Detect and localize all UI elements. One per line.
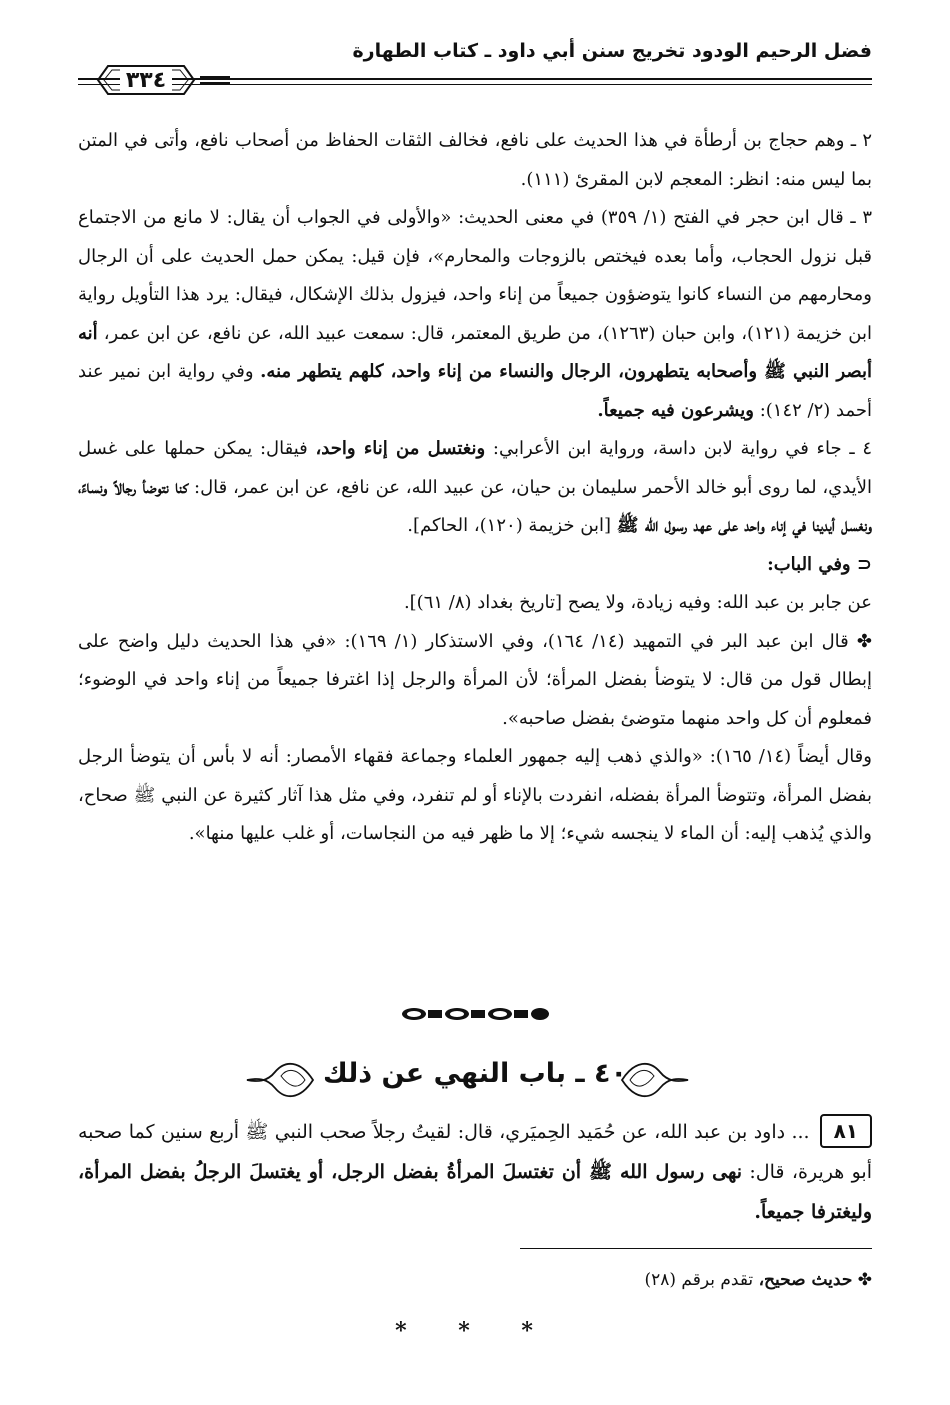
- header-dash-icon: [200, 73, 230, 87]
- footnote-rule: [520, 1248, 872, 1249]
- hadith-number: ٨١: [820, 1114, 872, 1148]
- hadith-grade: حديث صحيح،: [758, 1270, 853, 1290]
- footnote: [78, 1270, 872, 1290]
- section-ornament: [0, 1006, 950, 1025]
- ibn-abd-albarr-quote-1: ✤ قال ابن عبد البر في التمهيد (١٤/ ١٦٤)، وفي الاستذكار (١/ ١٦٩): «في هذا الحديث دليل واضح على إبطال قول من قال: لا يتوضأ بفضل المرأة؛ لأن المرأة والرجل إذا اغترفا جميعاً من إناء واحد في الوضوء؛ فمعلوم أن كل واحد منهما متوضئ بفضل صاحبه».: [78, 630, 873, 729]
- chapter-title: ٤٠ ـ باب النهي عن ذلك: [322, 1058, 628, 1089]
- ibn-abd-albarr-quote-2: وقال أيضاً (١٤/ ١٦٥): «والذي ذهب إليه جمهور العلماء وجماعة فقهاء الأمصار: أنه لا بأس أن يتوضأ الرجل بفضل المرأة، وتتوضأ المرأة بفضله، انفردت بالإناء أو لم تنفرد، وفي مثل هذا آثار كثيرة عن النبي ﷺ صحاح، والذي يُذهب إليه: أن الماء لا ينجسه شيء؛ إلا ما ظهر فيه من النجاسات، أو غلب عليها منها».: [78, 746, 872, 844]
- footnote-text: تقدم برقم (٢٨): [644, 1270, 754, 1290]
- hadith-text: ٨١... داود بن عبد الله، عن حُمَيد الحِميَري، قال: لقيتُ رجلاً صحب النبي ﷺ أربع سنين كما صحبه أبو هريرة، قال: نهى رسول الله ﷺ أن تغتسلَ المرأةُ بفضل الرجل، أو يغتسلَ الرجلُ بفضل المرأة، وليغترفا جميعاً.: [78, 1112, 872, 1232]
- page-number: ٣٣٤: [120, 68, 172, 93]
- note-3-quote: أنه أبصر النبي ﷺ وأصحابه يتطهرون، الرجال والنساء من إناء واحد، كلهم يتطهر منه.: [78, 322, 872, 382]
- right-flourish-icon: [620, 1058, 690, 1102]
- page-number-badge: [96, 64, 196, 96]
- bab-heading: ⊂ وفي الباب:: [767, 553, 872, 575]
- note-2: ٢ ـ وهم حجاج بن أرطأة في هذا الحديث على نافع، فخالف الثقات الحفاظ من أصحاب نافع، وأتى في المتن بما ليس منه: انظر: المعجم لابن المقرئ (١١١).: [78, 130, 872, 190]
- ornament-divider-icon: [400, 1007, 550, 1021]
- note-4: ٤ ـ جاء في رواية لابن داسة، ورواية ابن الأعرابي: ونغتسل من إناء واحد، فيقال: يمكن حملها على غسل الأيدي، لما روى أبو خالد الأحمر سليمان بن حيان، عن عبيد الله، عن نافع، عن ابن عمر، قال: كنا نتوضأ رجالاً ونساءً، ونغسل أيدينا في إناء واحد على عهد رسول الله ﷺ [ابن خزيمة (١٢٠)، الحاكم].: [78, 438, 872, 536]
- notes-body: [78, 122, 872, 854]
- flower-marker-icon: ✤: [856, 630, 873, 652]
- header-rule-thin: [78, 84, 872, 85]
- running-title: فضل الرحيم الودود تخريج سنن أبي داود ـ كتاب الطهارة: [352, 40, 872, 62]
- note-4-quote-2: كنا نتوضأ رجالاً ونساءً، ونغسل أيدينا في إناء واحد على عهد رسول الله ﷺ: [78, 476, 872, 536]
- note-3-quote-2: ويشرعون فيه جميعاً.: [597, 399, 754, 421]
- footnote-marker-icon: ✤: [857, 1270, 872, 1290]
- note-3: ٣ ـ قال ابن حجر في الفتح (١/ ٣٥٩) في معنى الحديث: «والأولى في الجواب أن يقال: لا مانع من الاجتماع قبل نزول الحجاب، وأما بعده فيختص بالزوجات والمحارم»، فإن قيل: يمكن حمل الحديث على أن الرجال ومحارمهم من النساء كانوا يتوضؤون جميعاً من إناء واحد، فيزول بذلك الإشكال، فيقال: يرد هذا التأويل رواية ابن خزيمة (١٢١)، وابن حبان (١٢٦٣)، من طريق المعتمر، قال: سمعت عبيد الله، عن نافع، عن ابن عمر، أنه أبصر النبي ﷺ وأصحابه يتطهرون، الرجال والنساء من إناء واحد، كلهم يتطهر منه. وفي رواية ابن نمير عند أحمد (٢/ ١٤٢): ويشرعون فيه جميعاً.: [78, 207, 873, 421]
- bab-marker-icon: ⊂: [856, 553, 872, 575]
- hadith-matn: نهى رسول الله ﷺ أن تغتسلَ المرأةُ بفضل الرجل، أو يغتسلَ الرجلُ بفضل المرأة، وليغترفا جميعاً.: [78, 1161, 872, 1223]
- note-4-quote: ونغتسل من إناء واحد،: [315, 438, 486, 459]
- end-stars: * * *: [395, 1318, 555, 1344]
- header-rule: [78, 78, 872, 80]
- bab-text: عن جابر بن عبد الله: وفيه زيادة، ولا يصح [تاريخ بغداد (٨/ ٦١)].: [403, 592, 872, 613]
- chapter-heading: [0, 1050, 950, 1110]
